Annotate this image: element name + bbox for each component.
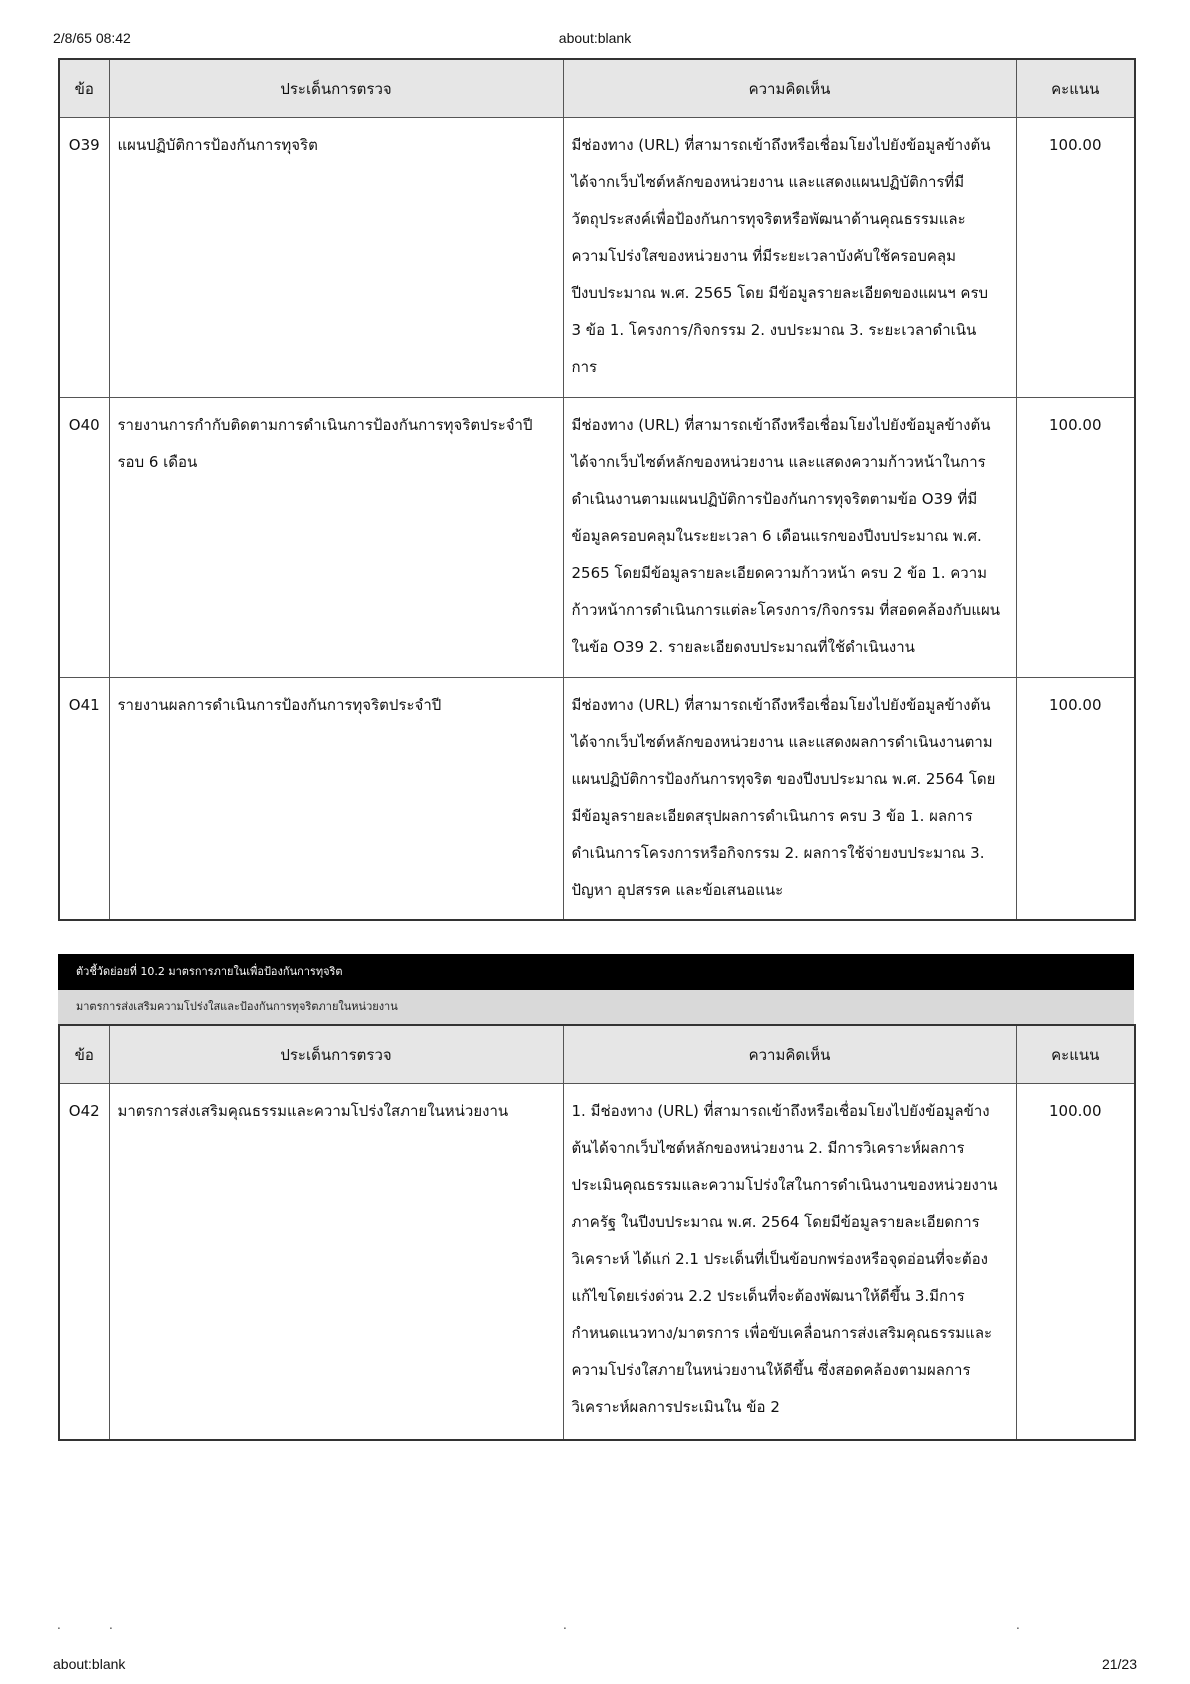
row-comment: มีช่องทาง (URL) ที่สามารถเข้าถึงหรือเชื่อมโยงไปยังข้อมูลข้างต้นได้จากเว็บไซต์หลักของหน่วยงาน และแสดงแผนปฏิบัติการที่มีวัตถุประสงค์เพื่อป้องกันการทุจริตหรือพัฒนาด้านคุณธรรมและความโปร่งใสของหน่วยงาน ที่มีระยะเวลาบังคับใช้ครอบคลุมปีงบประมาณ พ.ศ. 2565 โดย มีข้อมูลรายละเอียดของแผนฯ ครบ 3 ข้อ 1. โครงการ/กิจกรรม 2. งบประมาณ 3. ระยะเวลาดำเนินการ: [563, 118, 1016, 398]
row-score: 100.00: [1016, 1084, 1135, 1440]
row-code: O42: [59, 1084, 109, 1440]
header-code: ข้อ: [59, 59, 109, 118]
column-tick-mark: .: [57, 1618, 61, 1632]
row-issue: รายงานผลการดำเนินการป้องกันการทุจริตประจำปี: [109, 678, 563, 920]
print-header: [53, 30, 1137, 48]
table-row: [59, 118, 1135, 398]
header-issue: ประเด็นการตรวจ: [109, 59, 563, 118]
table-header-row: [59, 1025, 1135, 1084]
table-row: [59, 1084, 1135, 1440]
print-footer: [53, 1656, 1137, 1674]
row-comment: มีช่องทาง (URL) ที่สามารถเข้าถึงหรือเชื่อมโยงไปยังข้อมูลข้างต้นได้จากเว็บไซต์หลักของหน่วยงาน และแสดงความก้าวหน้าในการดำเนินงานตามแผนปฏิบัติการป้องกันการทุจริตตามข้อ O39 ที่มีข้อมูลครอบคลุมในระยะเวลา 6 เดือนแรกของปีงบประมาณ พ.ศ. 2565 โดยมีข้อมูลรายละเอียดความก้าวหน้า ครบ 2 ข้อ 1. ความก้าวหน้าการดำเนินการแต่ละโครงการ/กิจกรรม ที่สอดคล้องกับแผนในข้อ O39 2. รายละเอียดงบประมาณที่ใช้ดำเนินงาน: [563, 398, 1016, 678]
section-subtitle-bar: มาตรการส่งเสริมความโปร่งใสและป้องกันการทุจริตภายในหน่วยงาน: [58, 990, 1134, 1024]
row-comment: มีช่องทาง (URL) ที่สามารถเข้าถึงหรือเชื่อมโยงไปยังข้อมูลข้างต้นได้จากเว็บไซต์หลักของหน่วยงาน และแสดงผลการดำเนินงานตามแผนปฏิบัติการป้องกันการทุจริต ของปีงบประมาณ พ.ศ. 2564 โดย มีข้อมูลรายละเอียดสรุปผลการดำเนินการ ครบ 3 ข้อ 1. ผลการดำเนินการโครงการหรือกิจกรรม 2. ผลการใช้จ่ายงบประมาณ 3. ปัญหา อุปสรรค และข้อเสนอแนะ: [563, 678, 1016, 920]
column-tick-mark: .: [563, 1618, 567, 1632]
row-score: 100.00: [1016, 118, 1135, 398]
header-comment: ความคิดเห็น: [563, 59, 1016, 118]
print-url: about:blank: [53, 1656, 126, 1672]
row-comment: 1. มีช่องทาง (URL) ที่สามารถเข้าถึงหรือเชื่อมโยงไปยังข้อมูลข้างต้นได้จากเว็บไซต์หลักของหน่วยงาน 2. มีการวิเคราะห์ผลการประเมินคุณธรรมและความโปร่งใสในการดำเนินงานของหน่วยงานภาครัฐ ในปีงบประมาณ พ.ศ. 2564 โดยมีข้อมูลรายละเอียดการวิเคราะห์ ได้แก่ 2.1 ประเด็นที่เป็นข้อบกพร่องหรือจุดอ่อนที่จะต้องแก้ไขโดยเร่งด่วน 2.2 ประเด็นที่จะต้องพัฒนาให้ดีขึ้น 3.มีการกำหนดแนวทาง/มาตรการ เพื่อขับเคลื่อนการส่งเสริมคุณธรรมและความโปร่งใสภายในหน่วยงานให้ดีขึ้น ซึ่งสอดคล้องตามผลการวิเคราะห์ผลการประเมินใน ข้อ 2: [563, 1084, 1016, 1440]
table-row: [59, 398, 1135, 678]
header-code: ข้อ: [59, 1025, 109, 1084]
row-issue: รายงานการกำกับติดตามการดำเนินการป้องกันการทุจริตประจำปี รอบ 6 เดือน: [109, 398, 563, 678]
row-code: O41: [59, 678, 109, 920]
row-issue: แผนปฏิบัติการป้องกันการทุจริต: [109, 118, 563, 398]
row-issue: มาตรการส่งเสริมคุณธรรมและความโปร่งใสภายในหน่วยงาน: [109, 1084, 563, 1440]
section-title-bar: ตัวชี้วัดย่อยที่ 10.2 มาตรการภายในเพื่อป้องกันการทุจริต: [58, 954, 1134, 990]
row-score: 100.00: [1016, 398, 1135, 678]
row-code: O40: [59, 398, 109, 678]
column-tick-mark: .: [109, 1618, 113, 1632]
table-row: [59, 678, 1135, 920]
header-score: คะแนน: [1016, 1025, 1135, 1084]
assessment-table-1: [58, 58, 1136, 921]
page-number: 21/23: [1101, 1656, 1137, 1672]
header-comment: ความคิดเห็น: [563, 1025, 1016, 1084]
print-title: about:blank: [558, 30, 632, 46]
row-score: 100.00: [1016, 678, 1135, 920]
column-tick-mark: .: [1016, 1618, 1020, 1632]
header-score: คะแนน: [1016, 59, 1135, 118]
assessment-table-2: [58, 1024, 1136, 1441]
header-issue: ประเด็นการตรวจ: [109, 1025, 563, 1084]
table-header-row: [59, 59, 1135, 118]
row-code: O39: [59, 118, 109, 398]
print-datetime: 2/8/65 08:42: [53, 30, 131, 46]
